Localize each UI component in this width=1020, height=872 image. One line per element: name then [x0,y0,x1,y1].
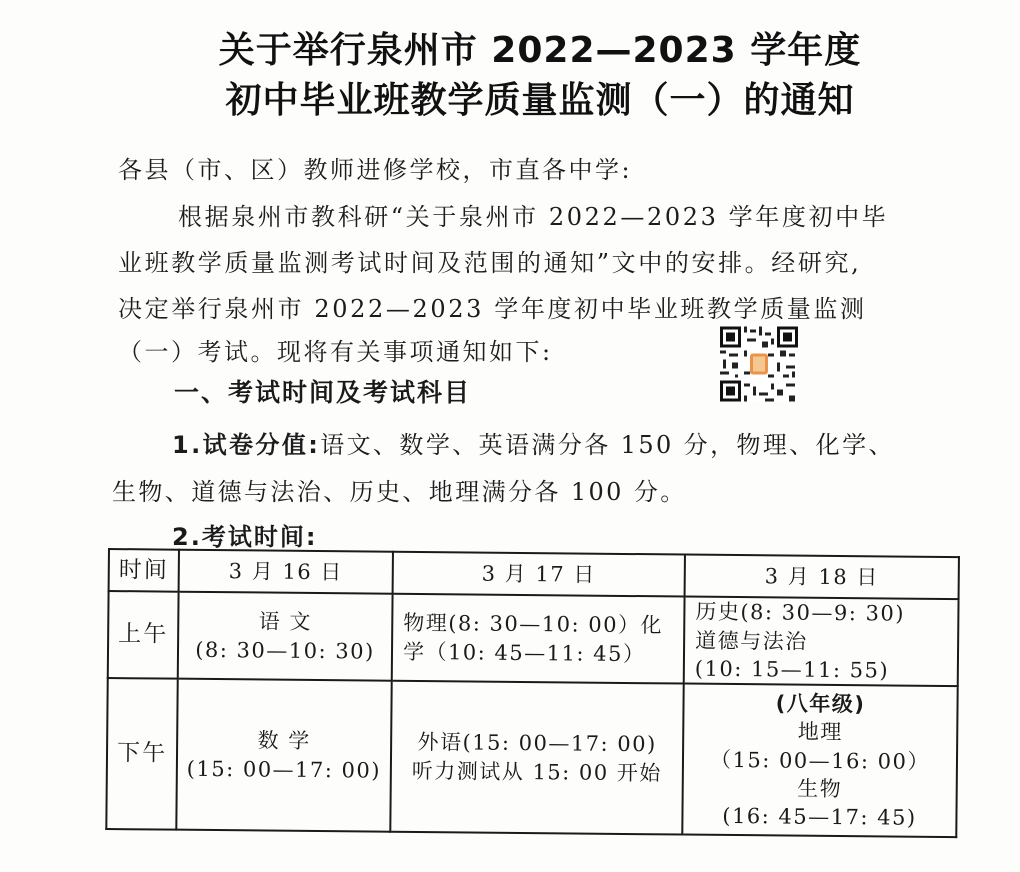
table-corner-cell: 时间 [109,549,179,592]
cell-text: (15: 00—17: 00) [186,756,382,783]
row-label-morning: 上午 [108,591,179,679]
cell-text: 道德与法治 [695,628,808,654]
cell-text: 地理 [797,719,843,745]
cell-text: (16: 45—17: 45) [722,804,917,831]
cell-text: 数 学 [257,728,311,754]
paragraph-line-3: 决定举行泉州市 2022—2023 学年度初中毕业班教学质量监测 [118,295,867,323]
item-1-line-1 [172,425,895,460]
cell-text: (8: 30—10: 30) [195,637,375,664]
item-1-text-b: 生物、道德与法治、历史、地理满分各 100 分。 [112,478,687,506]
date-header-cell: 3 月 16 日 [179,550,393,594]
table-row-morning [108,591,959,686]
cell-text: 物理(8: 30—10: 00）化 [403,611,664,638]
cell-text: （15: 00—16: 00） [709,747,931,774]
date-header-cell: 3 月 18 日 [685,555,959,600]
paragraph-line-4: （一）考试。现将有关事项通知如下: [118,338,553,366]
date-header-cell: 3 月 17 日 [393,552,685,597]
schedule-cell [390,681,683,834]
item-1-text-a: 语文、数学、英语满分各 150 分，物理、化学、 [320,431,895,459]
exam-schedule-table [105,548,964,846]
schedule-cell [682,684,957,837]
schedule-cell [176,679,391,832]
cell-text: 听力测试从 15: 00 开始 [411,758,662,786]
item-1-label: 1.试卷分值: [172,431,321,459]
cell-text: (10: 15—11: 55) [694,656,890,683]
schedule-cell [392,594,685,684]
notice-title-line-2: 初中毕业班教学质量监测（一）的通知 [225,80,855,121]
item-2-label: 2.考试时间: [172,523,318,551]
salutation: 各县（市、区）教师进修学校，市直各中学: [118,156,633,184]
qr-code-icon [720,326,798,402]
cell-text: 生物 [797,776,843,801]
schedule-cell [178,592,393,681]
paragraph-line-2: 业班教学质量监测考试时间及范围的通知”文中的安排。经研究, [118,249,862,277]
cell-text: (八年级) [775,691,866,717]
table-row-afternoon [106,678,957,837]
cell-text: 外语(15: 00—17: 00) [417,730,657,757]
cell-text: 历史(8: 30—9: 30) [695,599,906,626]
cell-text: 学（10: 45—11: 45） [402,639,646,666]
section-1-heading: 一、考试时间及考试科目 [174,378,472,407]
cell-text: 语 文 [258,609,313,635]
row-label-afternoon: 下午 [106,678,177,829]
paragraph-line-1: 根据泉州市教科研“关于泉州市 2022—2023 学年度初中毕 [178,203,889,231]
schedule-cell [684,597,959,687]
notice-title-line-1: 关于举行泉州市 2022—2023 学年度 [218,30,862,71]
